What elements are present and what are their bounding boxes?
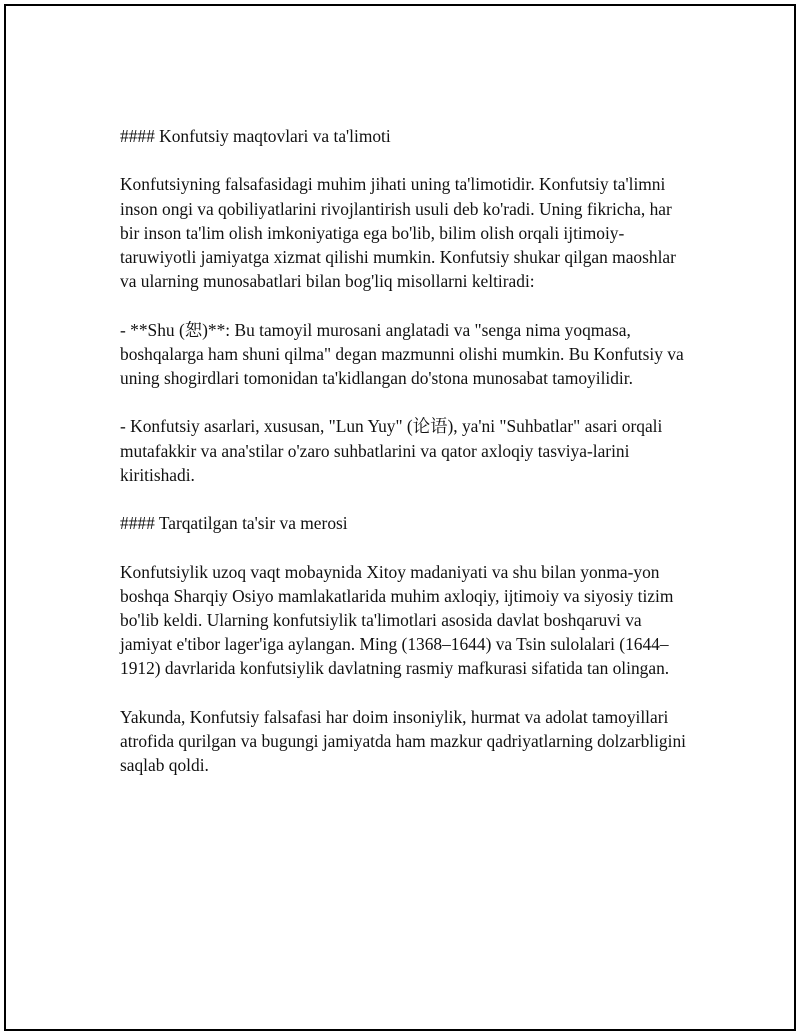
intro-paragraph: Konfutsiyning falsafasidagi muhim jihati uning ta'limotidir. Konfutsiy ta'limni inson ongi va qobiliyatlarini rivojlantirish usuli deb ko'radi. Uning fikricha, har bir inson ta'lim olish imkoniyatiga ega bo'lib, bilim olish orqali ijtimoiy-taruwiyotli jamiyatga xizmat qilishi mumkin. Konfutsiy shukar qilgan maoshlar va ularning munosabatlari bilan bog'liq misollarni keltiradi:	[120, 174, 676, 292]
section-heading-legacy: #### Tarqatilgan ta'sir va merosi	[120, 513, 348, 534]
document-body	[120, 124, 690, 802]
section-heading-teachings: #### Konfutsiy maqtovlari va ta'limoti	[120, 126, 391, 146]
conclusion-paragraph: Yakunda, Konfutsiy falsafasi har doim insoniylik, hurmat va adolat tamoyillari atrofida qurilgan va bugungi jamiyatda ham mazkur qadriyatlarning dolzarbligini saqlab qoldi.	[120, 706, 686, 776]
list-item-shu: - **Shu (恕)**: Bu tamoyil murosani anglatadi va "senga nima yoqmasa, boshqalarga ham shuni qilma" degan mazmunni olishi mumkin. Bu Konfutsiy va uning shogirdlari tomonidan ta'kidlangan do'stona munosabat tamoyilidir.	[120, 319, 684, 388]
page-frame	[4, 4, 796, 1031]
list-item-lun-yuy: - Konfutsiy asarlari, xususan, "Lun Yuy" (论语), ya'ni "Suhbatlar" asari orqali mutafakkir va ana'stilar o'zaro suhbatlarini va qator axloqiy tasviya-larini kiritishadi.	[120, 416, 663, 485]
legacy-paragraph: Konfutsiylik uzoq vaqt mobaynida Xitoy madaniyati va shu bilan yonma-yon boshqa Sharqiy Osiyo mamlakatlarida muhim axloqiy, ijtimoiy va siyosiy tizim bo'lib keldi. Ularning konfutsiylik ta'limotlari asosida davlat boshqaruvi va jamiyat e'tibor lager'iga aylangan. Ming (1368–1644) va Tsin sulolalari (1644–1912) davrlarida konfutsiylik davlatning rasmiy mafkurasi sifatida tan olingan.	[120, 561, 674, 679]
